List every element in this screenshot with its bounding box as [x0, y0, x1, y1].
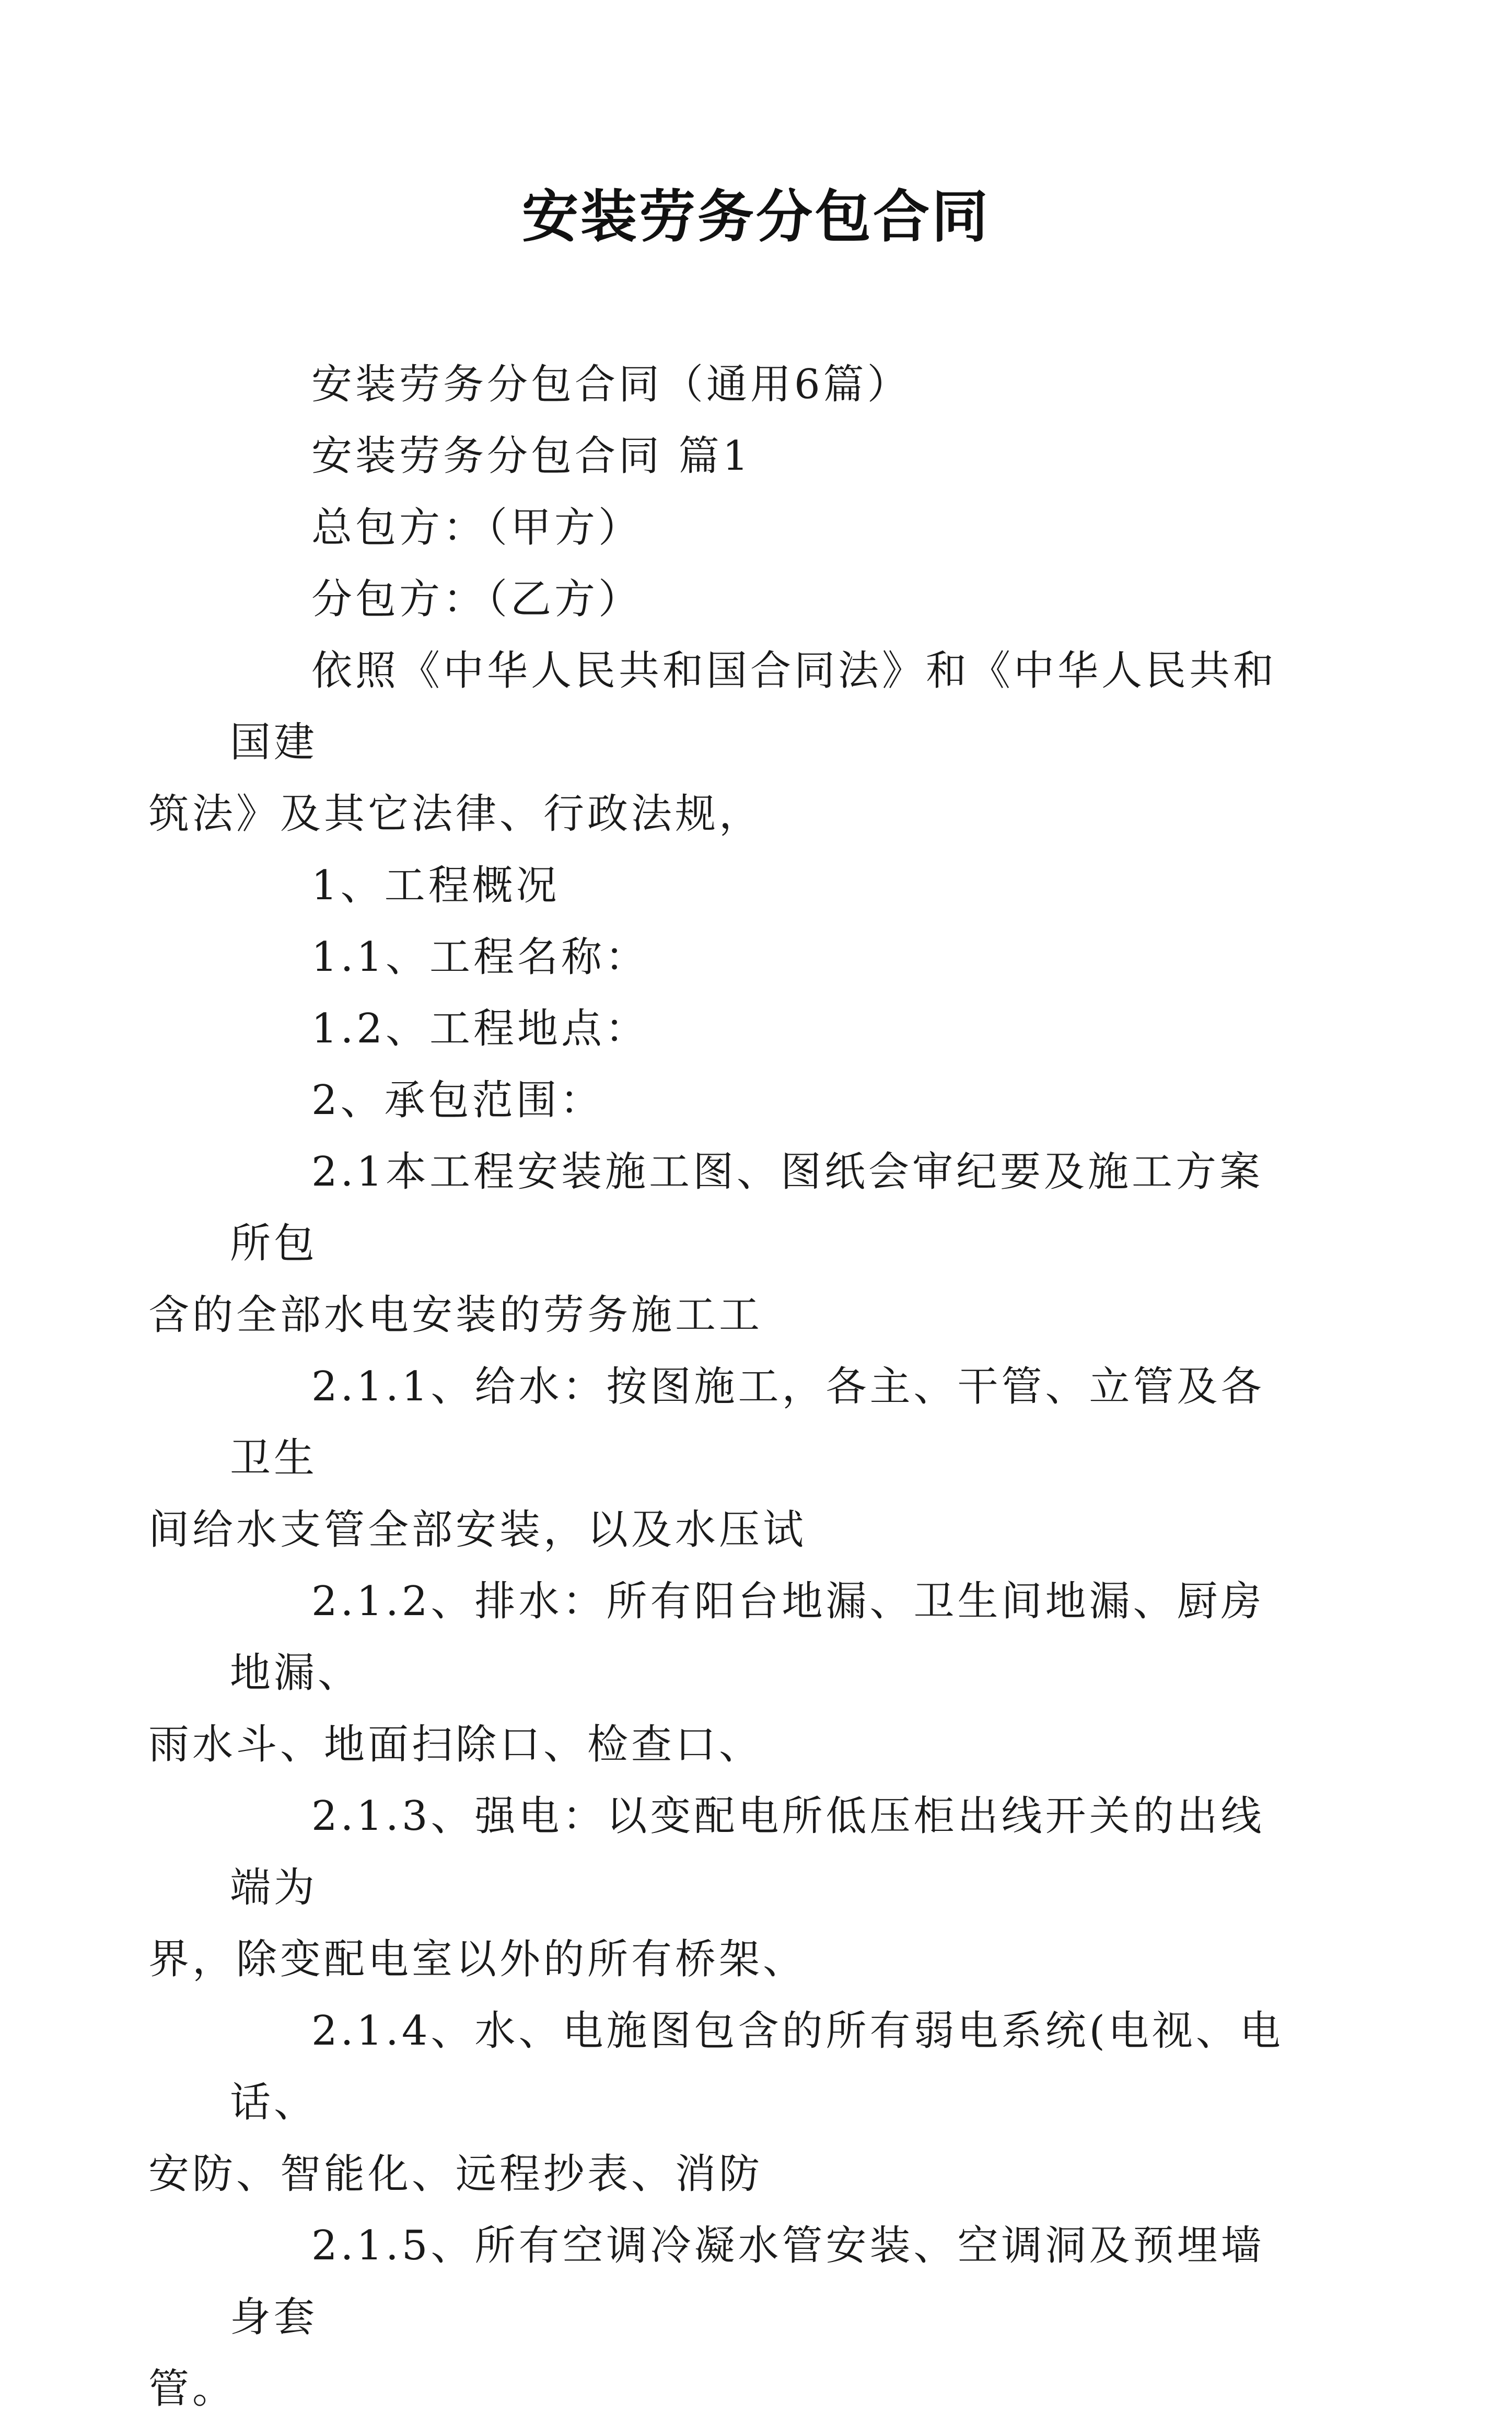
paragraph	[230, 993, 1296, 1065]
paragraph-line: 1、工程概况	[311, 862, 560, 909]
paragraph-line: 筑法》及其它法律、行政法规，	[148, 791, 763, 838]
paragraph	[230, 421, 1296, 492]
paragraph	[148, 2210, 1296, 2425]
paragraph-line: 2.1.3、强电：以变配电所低压柜出线开关的出线端为	[230, 1793, 1265, 1911]
paragraph-line: 2.1.1、给水：按图施工，各主、干管、立管及各卫生	[230, 1363, 1265, 1482]
paragraph-line: 2.1.2、排水：所有阳台地漏、卫生间地漏、厨房地漏、	[230, 1578, 1265, 1697]
paragraph-line: 安装劳务分包合同 篇1	[311, 433, 752, 480]
document-title: 安装劳务分包合同	[521, 184, 990, 250]
paragraph-line: 1.2、工程地点：	[311, 1005, 649, 1052]
paragraph-line: 间给水支管全部安装，以及水压试	[148, 1506, 807, 1553]
paragraph-line: 雨水斗、地面扫除口、检查口、	[148, 1721, 763, 1768]
paragraph	[230, 850, 1296, 922]
paragraph-line: 2、承包范围：	[311, 1077, 604, 1124]
paragraph-line: 2.1.5、所有空调冷凝水管安装、空调洞及预埋墙身套	[230, 2222, 1265, 2341]
paragraph-line: 管。	[148, 2365, 237, 2412]
paragraph	[148, 1995, 1296, 2210]
paragraph-line: 分包方：（乙方）	[311, 576, 643, 623]
paragraph	[148, 635, 1296, 850]
paragraph	[230, 922, 1296, 993]
paragraph-line: 总包方：（甲方）	[311, 504, 643, 551]
paragraph	[148, 1351, 1296, 1566]
paragraph-line: 安装劳务分包合同（通用6篇）	[311, 361, 911, 408]
paragraph	[230, 492, 1296, 564]
document-body	[148, 349, 1296, 2425]
paragraph	[148, 1781, 1296, 1995]
paragraph-line: 1.1、工程名称：	[311, 934, 649, 981]
paragraph	[230, 1065, 1296, 1136]
paragraph-line: 含的全部水电安装的劳务施工工	[148, 1292, 763, 1339]
paragraph	[148, 1136, 1296, 1351]
paragraph-line: 2.1.4、水、电施图包含的所有弱电系统(电视、电话、	[230, 2008, 1284, 2126]
paragraph	[148, 1566, 1296, 1781]
paragraph-line: 界，除变配电室以外的所有桥架、	[148, 1936, 807, 1983]
paragraph-line: 安防、智能化、远程抄表、消防	[148, 2151, 763, 2198]
paragraph	[230, 564, 1296, 635]
paragraph-line: 2.1本工程安装施工图、图纸会审纪要及施工方案所包	[230, 1148, 1264, 1267]
paragraph	[230, 349, 1296, 421]
paragraph-line: 依照《中华人民共和国合同法》和《中华人民共和国建	[230, 647, 1277, 766]
